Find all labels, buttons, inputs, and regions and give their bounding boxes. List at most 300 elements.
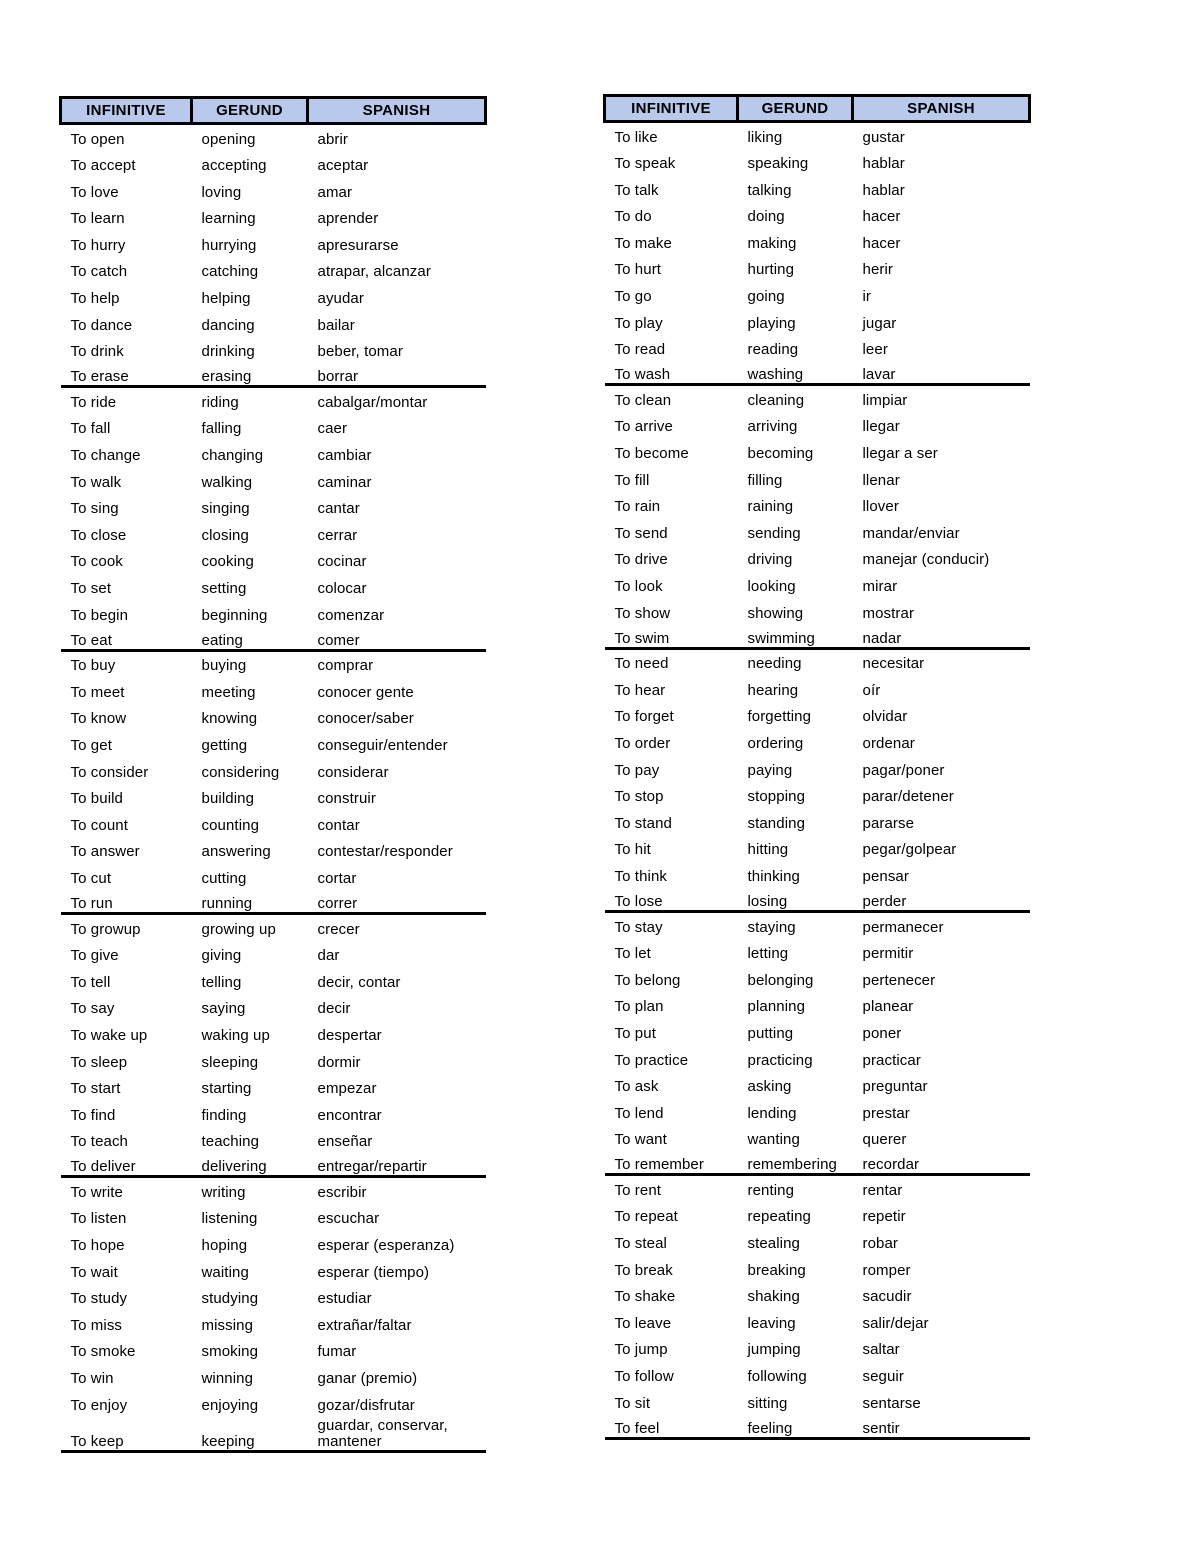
table-row (605, 1095, 1030, 1122)
gerund-cell: losing (747, 893, 788, 911)
table-row (605, 595, 1030, 622)
gerund-cell: running (201, 895, 253, 913)
spanish-cell: empezar (317, 1080, 377, 1098)
infinitive-cell: To jump (614, 1341, 668, 1359)
spanish-cell: apresurarse (317, 236, 399, 254)
infinitive-cell: To ask (614, 1078, 659, 1096)
gerund-cell: asking (747, 1078, 792, 1096)
spanish-cell: comer (317, 631, 360, 649)
infinitive-cell: To lose (614, 893, 663, 911)
gerund-cell: counting (201, 816, 260, 834)
infinitive-cell: To hit (614, 841, 651, 859)
infinitive-cell: To wash (614, 366, 671, 384)
spanish-cell: mandar/enviar (862, 524, 960, 542)
spanish-cell: aceptar (317, 157, 369, 175)
table-row (605, 332, 1030, 359)
table-row (61, 254, 486, 281)
gerund-cell: knowing (201, 710, 258, 728)
infinitive-cell: To rent (605, 1175, 738, 1199)
infinitive-cell: To win (70, 1370, 114, 1388)
gerund-cell: getting (201, 736, 248, 754)
infinitive-cell: To like (614, 128, 658, 146)
gerund-cell: jumping (747, 1341, 801, 1359)
spanish-cell: pagar/poner (862, 761, 945, 779)
infinitive-cell: To look (614, 578, 663, 595)
spanish-cell: cocinar (317, 553, 367, 571)
table-row (61, 227, 486, 254)
table-row (61, 964, 486, 991)
table-row (605, 752, 1030, 779)
gerund-cell: helping (201, 290, 251, 308)
spanish-cell: decir (317, 1000, 351, 1018)
gerund-cell: lending (747, 1104, 797, 1122)
table-row (605, 122, 1030, 146)
table-row (61, 1124, 486, 1151)
spanish-cell: conseguir/entender (317, 736, 448, 754)
gerund-cell: washing (747, 366, 804, 384)
infinitive-cell: To arrive (614, 418, 673, 436)
spanish-cell: oír (862, 681, 881, 699)
spanish-cell: leer (862, 341, 888, 359)
table-row (605, 1385, 1030, 1412)
spanish-cell: caminar (317, 473, 372, 491)
gerund-cell: delivering (201, 1158, 267, 1176)
spanish-cell: cantar (317, 500, 360, 518)
gerund-cell: speaking (747, 155, 809, 173)
table-row (61, 887, 486, 914)
spanish-cell: comenzar (317, 606, 385, 624)
infinitive-cell: To enjoy (70, 1396, 128, 1414)
gerund-cell: needing (738, 648, 853, 672)
table-row (605, 962, 1030, 989)
gerund-cell: becoming (747, 445, 814, 463)
table-row (605, 172, 1030, 199)
table-row (605, 1122, 1030, 1149)
header-row (605, 96, 1030, 122)
infinitive-cell: To erase (70, 368, 129, 386)
gerund-cell: raining (747, 498, 794, 516)
infinitive-cell: To drive (614, 551, 668, 569)
table-row (605, 912, 1030, 936)
gerund-cell: falling (201, 420, 242, 438)
gerund-cell: winning (201, 1370, 254, 1388)
table-row (605, 699, 1030, 726)
table-row (605, 1412, 1030, 1439)
infinitive-cell: To shake (614, 1288, 676, 1306)
gerund-cell: standing (747, 814, 806, 832)
table-row (61, 1071, 486, 1098)
infinitive-cell: To study (70, 1290, 128, 1308)
spanish-cell: robar (862, 1235, 899, 1253)
table-row (61, 1150, 486, 1177)
spanish-cell: pararse (862, 814, 915, 832)
infinitive-cell: To build (70, 790, 124, 808)
spanish-cell: hablar (862, 155, 905, 173)
infinitive-cell: To change (70, 447, 141, 465)
gerund-cell: showing (747, 604, 804, 622)
spanish-cell: perder (862, 893, 907, 911)
gerund-cell: hoping (201, 1237, 248, 1255)
spanish-cell: llegar (862, 418, 900, 436)
gerund-cell: missing (201, 1316, 254, 1334)
gerund-cell: drinking (201, 343, 255, 361)
gerund-cell: starting (201, 1080, 252, 1098)
spanish-cell: amar (317, 183, 353, 201)
gerund-cell: opening (201, 130, 256, 148)
infinitive-cell: To answer (70, 843, 140, 861)
gerund-cell: paying (747, 761, 793, 779)
infinitive-cell: To love (70, 183, 119, 201)
infinitive-cell: To sing (70, 500, 119, 518)
table-row (61, 201, 486, 228)
infinitive-cell: To read (614, 341, 666, 359)
gerund-cell: meeting (201, 683, 256, 701)
spanish-cell: olvidar (862, 708, 908, 726)
spanish-cell: escribir (308, 1177, 486, 1201)
infinitive-cell: To hurry (70, 236, 126, 254)
infinitive-cell: To smoke (70, 1343, 136, 1361)
table-row (61, 1017, 486, 1044)
table-row (605, 515, 1030, 542)
verb-table-right (603, 94, 1031, 1440)
infinitive-cell: To forget (614, 708, 674, 726)
spanish-cell: sacudir (862, 1288, 912, 1306)
spanish-cell: jugar (862, 314, 897, 332)
gerund-cell: filling (747, 471, 783, 489)
infinitive-cell: To make (614, 234, 672, 252)
table-row (605, 1332, 1030, 1359)
spanish-cell: cambiar (317, 447, 372, 465)
gerund-cell: repeating (747, 1208, 811, 1226)
spanish-cell: dar (317, 947, 340, 965)
spanish-cell: correr (317, 895, 358, 913)
gerund-cell: giving (201, 947, 242, 965)
spanish-cell: cerrar (317, 526, 358, 544)
gerund-cell: putting (747, 1024, 794, 1042)
spanish-cell: comprar (308, 650, 486, 674)
infinitive-cell: To dance (70, 316, 133, 334)
spanish-cell: manejar (conducir) (862, 551, 990, 569)
spanish-cell: gozar/disfrutar (317, 1396, 415, 1414)
infinitive-cell: To become (614, 445, 689, 463)
gerund-cell: answering (201, 843, 271, 861)
table-row (61, 860, 486, 887)
table-row (61, 1227, 486, 1254)
spanish-cell: considerar (317, 763, 389, 781)
gerund-cell: feeling (738, 1412, 853, 1439)
spanish-cell: herir (862, 261, 894, 279)
infinitive-cell: To wake up (70, 1026, 148, 1044)
table-row (605, 1148, 1030, 1175)
infinitive-cell: To count (70, 816, 129, 834)
table-row (61, 834, 486, 861)
spanish-cell: escuchar (317, 1210, 380, 1228)
header-spanish: SPANISH (853, 96, 1030, 122)
infinitive-cell: To stop (614, 788, 664, 806)
infinitive-cell: To fall (70, 420, 111, 438)
table-row (61, 674, 486, 701)
gerund-cell: smoking (201, 1343, 259, 1361)
spanish-cell: bailar (317, 316, 355, 334)
gerund-cell: eating (201, 631, 243, 649)
spanish-cell: dormir (317, 1053, 361, 1071)
infinitive-cell: To break (614, 1261, 673, 1279)
table-row (61, 1097, 486, 1124)
gerund-cell: staying (738, 912, 853, 936)
spanish-cell: llenar (862, 471, 900, 489)
spanish-cell: pertenecer (862, 971, 936, 989)
infinitive-cell: To write (61, 1177, 192, 1201)
gerund-cell: doing (747, 208, 785, 226)
infinitive-cell: To start (70, 1080, 121, 1098)
gerund-cell: teaching (201, 1133, 260, 1151)
table-row (605, 989, 1030, 1016)
infinitive-cell: To give (70, 947, 119, 965)
table-row (61, 1201, 486, 1228)
table-row (61, 437, 486, 464)
infinitive-cell: To play (614, 314, 663, 332)
table-row (605, 622, 1030, 649)
table-row (61, 124, 486, 148)
gerund-cell: singing (201, 500, 250, 518)
table-row (605, 1279, 1030, 1306)
gerund-cell: growing up (192, 914, 308, 938)
gerund-cell: hurting (747, 261, 795, 279)
spanish-cell: practicar (862, 1051, 921, 1069)
spanish-cell: rentar (853, 1175, 1030, 1199)
gerund-cell: telling (201, 973, 242, 991)
spanish-cell: seguir (862, 1368, 904, 1386)
spanish-cell: planear (862, 998, 914, 1016)
gerund-cell: cutting (201, 869, 247, 887)
gerund-cell: closing (201, 526, 249, 544)
spanish-cell: limpiar (853, 385, 1030, 409)
table-row (605, 1069, 1030, 1096)
table-row (61, 754, 486, 781)
gerund-cell: wanting (747, 1131, 800, 1149)
table-row (61, 914, 486, 938)
table-row (61, 1334, 486, 1361)
table-row (61, 1281, 486, 1308)
gerund-cell: riding (192, 387, 308, 411)
gerund-cell: sitting (747, 1394, 788, 1412)
table-row (605, 648, 1030, 672)
table-row (605, 462, 1030, 489)
spanish-cell: esperar (tiempo) (317, 1263, 430, 1281)
gerund-cell: walking (201, 473, 253, 491)
gerund-cell: beginning (201, 606, 268, 624)
gerund-cell: catching (201, 263, 259, 281)
spanish-cell: poner (862, 1024, 902, 1042)
gerund-cell: saying (201, 1000, 246, 1018)
gerund-cell: accepting (201, 157, 267, 175)
infinitive-cell: To keep (61, 1414, 192, 1452)
table-row (61, 174, 486, 201)
gerund-cell: planning (747, 998, 806, 1016)
infinitive-cell: To stay (605, 912, 738, 936)
gerund-cell: forgetting (747, 708, 812, 726)
gerund-cell: practicing (747, 1051, 813, 1069)
spanish-cell: enseñar (317, 1133, 373, 1151)
infinitive-cell: To feel (605, 1412, 738, 1439)
table-row (61, 387, 486, 411)
spanish-cell: permitir (862, 945, 914, 963)
gerund-cell: cooking (201, 553, 254, 571)
spanish-cell: borrar (317, 368, 359, 386)
infinitive-cell: To cook (70, 553, 123, 571)
spanish-cell: construir (317, 790, 376, 808)
verb-table-left (59, 96, 487, 1453)
spanish-cell: caer (317, 420, 348, 438)
table-row (605, 1199, 1030, 1226)
gerund-cell: making (747, 234, 797, 252)
table-row (61, 464, 486, 491)
spanish-cell: estudiar (317, 1290, 372, 1308)
gerund-cell: considering (201, 763, 280, 781)
spanish-cell: conocer gente (317, 683, 414, 701)
infinitive-cell: To swim (614, 629, 670, 647)
table-row (605, 1042, 1030, 1069)
table-row (605, 1305, 1030, 1332)
infinitive-cell: To do (614, 208, 652, 226)
table-row (61, 938, 486, 965)
gerund-cell: ordering (747, 734, 804, 752)
spanish-cell: fumar (317, 1343, 357, 1361)
gerund-cell: going (747, 288, 785, 306)
table-row (61, 360, 486, 387)
table-row (605, 936, 1030, 963)
spanish-cell: atrapar, alcanzar (317, 263, 431, 281)
gerund-cell: changing (201, 447, 264, 465)
infinitive-cell: To ride (61, 387, 192, 411)
spanish-cell: gustar (862, 128, 905, 146)
infinitive-cell: To growup (61, 914, 192, 938)
spanish-cell: preguntar (862, 1078, 928, 1096)
table-row (61, 1254, 486, 1281)
gerund-cell: setting (201, 580, 247, 597)
gerund-cell: learning (201, 210, 256, 228)
spanish-cell: hacer (862, 208, 901, 226)
infinitive-cell: To remember (614, 1156, 704, 1174)
infinitive-cell: To belong (614, 971, 681, 989)
infinitive-cell: To need (605, 648, 738, 672)
table-row (61, 1044, 486, 1071)
spanish-cell: cabalgar/montar (308, 387, 486, 411)
table-row (605, 385, 1030, 409)
spanish-cell: colocar (317, 580, 367, 597)
table-row (605, 832, 1030, 859)
table-row (61, 334, 486, 361)
infinitive-cell: To let (614, 945, 651, 963)
spanish-cell: despertar (317, 1026, 382, 1044)
gerund-cell: keeping (192, 1414, 308, 1452)
spanish-cell: pensar (862, 867, 909, 885)
infinitive-cell: To find (70, 1106, 116, 1124)
table-row (605, 1175, 1030, 1199)
gerund-cell: building (201, 790, 255, 808)
spanish-cell: decir, contar (317, 973, 401, 991)
header-row (61, 98, 486, 124)
table-row (61, 491, 486, 518)
infinitive-cell: To drink (70, 343, 124, 361)
infinitive-cell: To help (70, 290, 120, 308)
infinitive-cell: To hurt (614, 261, 662, 279)
spanish-cell: querer (862, 1131, 907, 1149)
gerund-cell: waiting (201, 1263, 249, 1281)
infinitive-cell: To begin (70, 606, 129, 624)
infinitive-cell: To wait (70, 1263, 118, 1281)
gerund-cell: thinking (747, 867, 801, 885)
table-row (605, 409, 1030, 436)
table-row (61, 1387, 486, 1414)
table-row (61, 624, 486, 651)
spanish-cell: extrañar/faltar (317, 1316, 412, 1334)
gerund-cell: cleaning (738, 385, 853, 409)
infinitive-cell: To hope (70, 1237, 125, 1255)
header-gerund: GERUND (738, 96, 853, 122)
spanish-cell: salir/dejar (862, 1314, 929, 1332)
gerund-cell: belonging (747, 971, 814, 989)
table-row (605, 1358, 1030, 1385)
infinitive-cell: To buy (61, 650, 192, 674)
table-row (605, 1252, 1030, 1279)
gerund-cell: playing (747, 314, 796, 332)
infinitive-cell: To rain (614, 498, 661, 516)
table-row (61, 991, 486, 1018)
spanish-cell: permanecer (853, 912, 1030, 936)
header-infinitive: INFINITIVE (61, 98, 192, 124)
table-row (61, 517, 486, 544)
table-row (61, 701, 486, 728)
infinitive-cell: To send (614, 524, 668, 542)
gerund-cell: swimming (747, 629, 815, 647)
infinitive-cell: To fill (614, 471, 650, 489)
infinitive-cell: To close (70, 526, 127, 544)
table-row (605, 278, 1030, 305)
gerund-cell: letting (747, 945, 789, 963)
table-row (605, 146, 1030, 173)
infinitive-cell: To want (614, 1131, 667, 1149)
infinitive-cell: To meet (70, 683, 125, 701)
gerund-cell: talking (747, 181, 792, 199)
gerund-cell: stealing (747, 1235, 801, 1253)
table-row (61, 781, 486, 808)
gerund-cell: shaking (747, 1288, 800, 1306)
infinitive-cell: To consider (70, 763, 149, 781)
gerund-cell: loving (201, 183, 242, 201)
spanish-cell: esperar (esperanza) (317, 1237, 455, 1255)
infinitive-cell: To pay (614, 761, 660, 779)
header-spanish: SPANISH (308, 98, 486, 124)
table-row (61, 1414, 486, 1452)
infinitive-cell: To plan (614, 998, 664, 1016)
table-row (605, 489, 1030, 516)
spanish-cell: lavar (862, 366, 896, 384)
gerund-cell: enjoying (201, 1396, 259, 1414)
table-row (605, 358, 1030, 385)
table-row (605, 1015, 1030, 1042)
gerund-cell: arriving (747, 418, 798, 436)
infinitive-cell: To listen (70, 1210, 127, 1228)
spanish-cell: llegar a ser (862, 445, 938, 463)
table-row (605, 542, 1030, 569)
infinitive-cell: To hear (614, 681, 666, 699)
gerund-cell: writing (192, 1177, 308, 1201)
gerund-cell: erasing (201, 368, 252, 386)
table-row (605, 568, 1030, 595)
table-row (605, 252, 1030, 279)
spanish-cell: pegar/golpear (862, 841, 957, 859)
